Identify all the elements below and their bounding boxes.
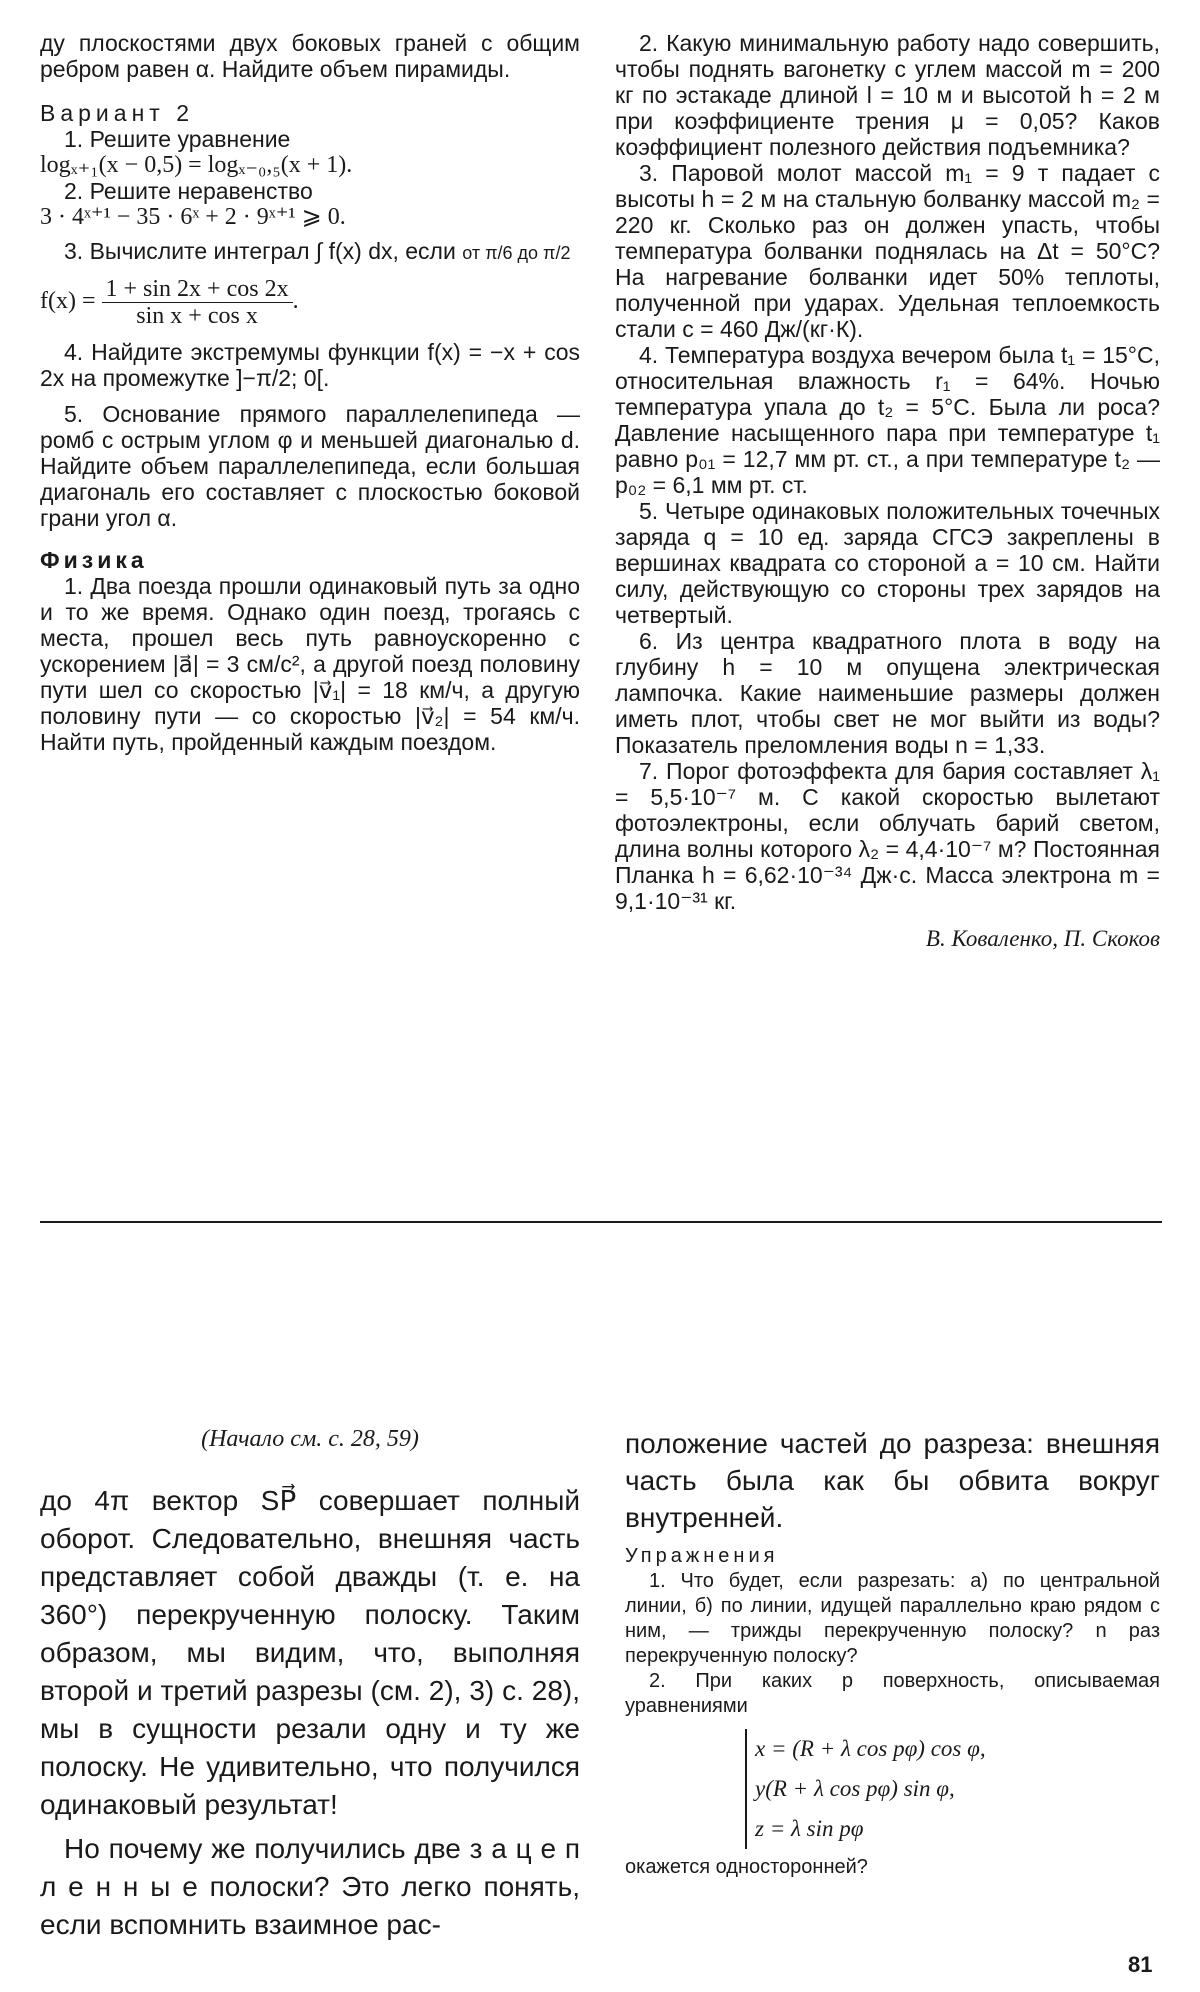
top-right-column [615, 30, 1160, 952]
article-paragraph-1: до 4π вектор SP⃗ совершает полный оборот. Следовательно, внешняя часть представляет собой дважды (т. е. на 360°) перекрученную полоску. Таким образом, мы видим, что, выполняя второй и третий разрезы (см. 2), 3) с. 28), мы в сущности резали одну и ту же полоску. Не удивительно, что получился одинаковый результат! [40, 1485, 580, 1820]
top-left-column [40, 30, 580, 755]
intro-text: ду плоскостями двух боковых граней с общим ребром равен α. Найдите объем пирамиды. [40, 30, 580, 82]
physics-task3: 3. Паровой молот массой m₁ = 9 т падает с высоты h = 2 м на стальную болванку массой m₂ = 220 кг. Сколько раз он должен упасть, чтобы температура болванки поднялась на Δt = 50°С? На нагревание болванки идет 50% теплоты, полученной при ударах. Удельная теплоемкость стали c = 460 Дж/(кг·К). [615, 160, 1160, 342]
task5-text: 5. Основание прямого параллелепипеда — ромб с острым углом φ и меньшей диагональю d. Найдите объем параллелепипеда, если большая диагональ его составляет с плоскостью боковой грани угол α. [40, 401, 580, 531]
exercises-heading: Упражнения [625, 1545, 779, 1567]
continuation-note: (Начало см. с. 28, 59) [201, 1426, 419, 1452]
equation-x: x = (R + λ cos pφ) cos φ, [755, 1736, 986, 1761]
section-divider [40, 1221, 1162, 1223]
authors-signature: В. Коваленко, П. Скоков [925, 926, 1160, 951]
task2-formula: 3 · 4ˣ⁺¹ − 35 · 6ˣ + 2 · 9ˣ⁺¹ ⩾ 0. [40, 204, 346, 230]
task3-text [40, 238, 580, 266]
physics-task7: 7. Порог фотоэффекта для бария составляет λ₁ = 5,5·10⁻⁷ м. С какой скоростью вылетают фотоэлектроны, если облучать барий светом, длина волны которого λ₂ = 4,4·10⁻⁷ м? Постоянная Планка h = 6,62·10⁻³⁴ Дж·с. Масса электрона m = 9,1·10⁻³¹ кг. [615, 758, 1160, 914]
article-paragraph-3: положение частей до разреза: внешняя часть была как бы обвита вокруг внутренней. [625, 1428, 1160, 1533]
equation-y: y(R + λ cos pφ) sin φ, [755, 1776, 955, 1801]
task3-numerator: 1 + sin 2x + cos 2x [102, 276, 293, 303]
task4-text: 4. Найдите экстремумы функции f(x) = −x + cos 2x на промежутке ]−π/2; 0[. [40, 339, 580, 391]
task1-label: 1. Решите уравнение [64, 126, 291, 152]
bottom-left-column [40, 1420, 580, 1944]
equation-system [745, 1729, 1160, 1849]
task3-fraction [102, 276, 293, 329]
task3-statement: 3. Вычислите интеграл ∫ f(x) dx, если [64, 238, 456, 264]
task3-denominator: sin x + cos x [136, 303, 258, 329]
task2-label: 2. Решите неравенство [64, 178, 313, 204]
physics-task1: 1. Два поезда прошли одинаковый путь за одно и то же время. Однако один поезд, трогаясь с места, прошел весь путь равноускоренно с ускорением |a⃗| = 3 см/с², а другой поезд половину пути шел со скоростью |v⃗₁| = 18 км/ч, а другую половину пути — со скоростью |v⃗₂| = 54 км/ч. Найти путь, пройденный каждым поездом. [40, 573, 580, 755]
exercise-1: 1. Что будет, если разрезать: а) по центральной линии, б) по линии, идущей параллельно краю рядом с ним, — трижды перекрученную полоску? n раз перекрученную полоску? [625, 1570, 1160, 1667]
exercise-2: 2. При каких p поверхность, описываемая уравнениями [625, 1670, 1160, 1717]
task1-formula: logₓ₊₁(x − 0,5) = logₓ₋₀,₅(x + 1). [40, 152, 353, 178]
physics-heading: Физика [40, 547, 148, 573]
variant-heading: Вариант 2 [40, 100, 194, 126]
physics-task6: 6. Из центра квадратного плота в воду на глубину h = 10 м опущена электрическая лампочка. Какие наименьшие размеры должен иметь плот, чтобы свет не мог выйти из воды? Показатель преломления воды n = 1,33. [615, 628, 1160, 758]
exercise-2-end: окажется односторонней? [625, 1856, 868, 1878]
physics-task4: 4. Температура воздуха вечером была t₁ = 15°С, относительная влажность r₁ = 64%. Ночью температура упала до t₂ = 5°С. Была ли роса? Давление насыщенного пара при температуре t₁ равно p₀₁ = 12,7 мм рт. ст., а при температуре t₂ — p₀₂ = 6,1 мм рт. ст. [615, 342, 1160, 498]
task3-limits: от π/6 до π/2 [462, 243, 571, 263]
page-number: 81 [1128, 1952, 1153, 1977]
task3-function: f(x) = $\frac{1 + \sin 2x + \cos 2x}{\text{sin x + cos x}}$ . [40, 276, 299, 329]
bottom-right-column [625, 1425, 1160, 1880]
task3-f-label: f(x) = [40, 288, 96, 315]
physics-task2: 2. Какую минимальную работу надо совершить, чтобы поднять вагонетку с углем массой m = 200 кг по эстакаде длиной l = 10 м и высотой h = 2 м при коэффициенте трения μ = 0,05? Каков коэффициент полезного действия подъемника? [615, 30, 1160, 160]
article-paragraph-2: Но почему же получились две з а ц е п л е н н ы е полоски? Это легко понять, если вспомнить взаимное рас- [40, 1833, 580, 1940]
physics-task5: 5. Четыре одинаковых положительных точечных заряда q = 10 ед. заряда СГСЭ закреплены в вершинах квадрата со стороной a = 10 см. Найти силу, действующую со стороны трех зарядов на четвертый. [615, 498, 1160, 628]
equation-z: z = λ sin pφ [755, 1816, 864, 1841]
